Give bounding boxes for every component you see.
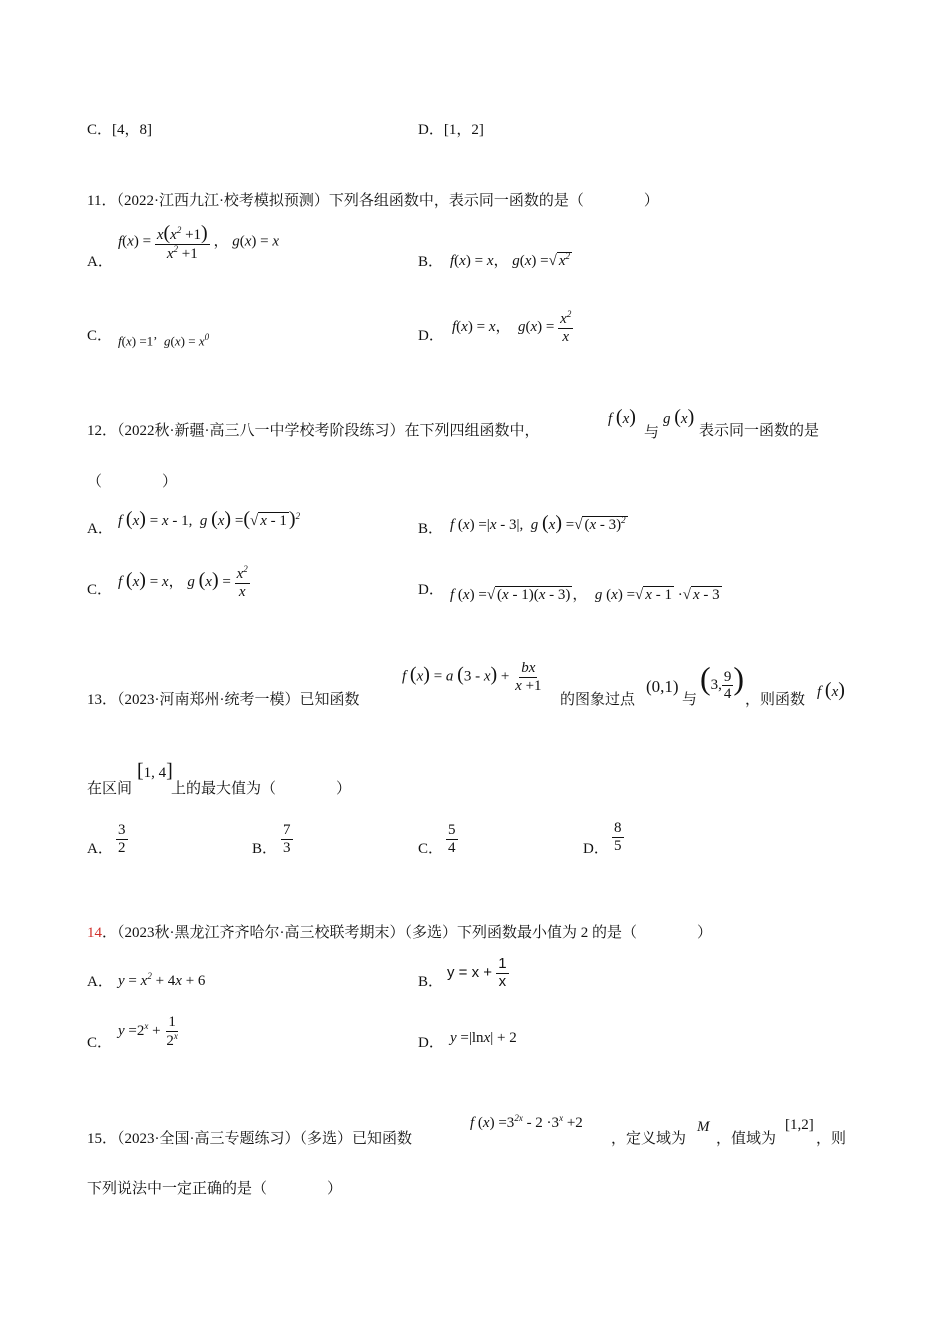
q13-point-1: (0,1): [646, 677, 679, 696]
q12-c-formula: f (x) = x， g (x) = $\frac{x^2}{x}$: [118, 564, 248, 600]
q14-d-label: D．: [418, 1035, 444, 1051]
q13-a-label: A．: [87, 841, 113, 857]
q11-c-label: C．: [87, 328, 113, 344]
q13-line2-pre: 在区间: [87, 781, 133, 797]
q15-line2: 下列说法中一定正确的是（ ）: [87, 1181, 343, 1197]
q12-a-label: A．: [87, 521, 113, 537]
q15-domain-M: M: [697, 1119, 710, 1135]
q13-c-value: $\frac{5}{4}$: [448, 822, 456, 856]
q11-c-formula: f(x) =1’ $g(x) = x^0$: [118, 332, 210, 349]
q13-point-2: (3, $\frac{9}{4}$ ): [700, 660, 745, 703]
q12-f: f (x): [608, 406, 636, 428]
q12-stem-pre: 12．（2022秋·新疆·高三八一中学校考阶段练习）在下列四组函数中，: [87, 423, 540, 439]
q14-a-formula: $y = x^2 + 4x + 6$: [118, 971, 206, 989]
q14-c-label: C．: [87, 1035, 113, 1051]
q12-b-label: B．: [418, 521, 444, 537]
q11-b-formula: f(x) = x， g(x) =√ $x^2$: [450, 251, 571, 269]
q15-function: f $(x) =3^{2x} - 2 \cdot 3^x +2$: [470, 1113, 583, 1131]
q13-function: f (x) = a (3 - x) + $\frac{bx}{x +1}$: [402, 660, 542, 694]
q13-d-value: $\frac{8}{5}$: [614, 820, 622, 854]
q14-a-label: A．: [87, 974, 113, 990]
q13-stem-pre: 13．（2023·河南郑州·统考一模）已知函数: [87, 692, 360, 708]
q12-paren: （ ）: [87, 474, 178, 490]
q15-range: [1,2]: [785, 1117, 814, 1133]
q13-b-label: B．: [252, 841, 278, 857]
q13-stem-post: ，则函数: [745, 692, 806, 708]
q14-number: 14: [87, 925, 102, 941]
q12-b-formula: f (x) =|x - 3|, g (x) =√ (x - 3)$^2$: [450, 512, 626, 534]
q13-line2-post: 上的最大值为（ ）: [171, 781, 352, 797]
q15-stem-pre: 15．（2023·全国·高三专题练习）（多选）已知函数: [87, 1131, 412, 1147]
q12-stem-mid: 与: [644, 425, 660, 441]
q14-stem: [87, 921, 712, 942]
q13-f: f (x): [817, 679, 845, 701]
q12-d-formula: f (x) =√ (x - 1)(x - 3) ， g (x) =√ x - 1 ·√ x - 3: [450, 587, 720, 603]
q15-stem-post: ，则: [816, 1131, 847, 1147]
q11-a-label: A．: [87, 254, 113, 270]
q14-c-formula: $y =2^x$ + $\frac{1}{2^x}$: [118, 1014, 178, 1049]
q11-stem: 11．（2022·江西九江·校考模拟预测）下列各组函数中，表示同一函数的是（ ）: [87, 193, 659, 209]
q13-stem-mid: 的图象过点: [560, 692, 636, 708]
q11-b-label: B．: [418, 254, 444, 270]
q12-stem-post: 表示同一函数的是: [699, 423, 820, 439]
q13-a-value: $\frac{3}{2}$: [118, 822, 126, 856]
q10-option-d: D．[1，2]: [418, 122, 484, 138]
q10-option-c: C．[4，8]: [87, 122, 152, 138]
q13-b-value: $\frac{7}{3}$: [283, 822, 291, 856]
q11-d-label: D．: [418, 328, 444, 344]
q14-b-label: B．: [418, 974, 444, 990]
q14-b-formula: y = x + $\frac{1}{x}$: [447, 955, 507, 990]
q14-d-formula: y =|lnx| + 2: [450, 1030, 517, 1046]
q15-stem-mid2: ，值域为: [716, 1131, 777, 1147]
q13-c-label: C．: [418, 841, 444, 857]
q11-d-formula: f(x) = x， g(x) = $\frac{x^2}{x}$: [452, 309, 572, 345]
q13-interval: [1, 4]: [137, 760, 173, 782]
q14-stem-text: ．（2023秋·黑龙江齐齐哈尔·高三校联考期末）（多选）下列函数最小值为 2 的是（ ）: [102, 925, 712, 941]
q13-stem-and: 与: [682, 692, 698, 708]
q12-a-formula: f (x) = x - 1, g (x) =(√ x - 1 )$^2$: [118, 508, 301, 530]
q15-stem-mid: ，定义域为: [611, 1131, 687, 1147]
q12-d-label: D．: [418, 582, 444, 598]
q12-g: g (x): [663, 406, 695, 428]
q12-c-label: C．: [87, 582, 113, 598]
q11-a-formula: f(x) = $\frac{x(x^2 +1)}{x^2 +1}$ ， g(x) = x: [118, 222, 280, 262]
q13-d-label: D．: [583, 841, 609, 857]
